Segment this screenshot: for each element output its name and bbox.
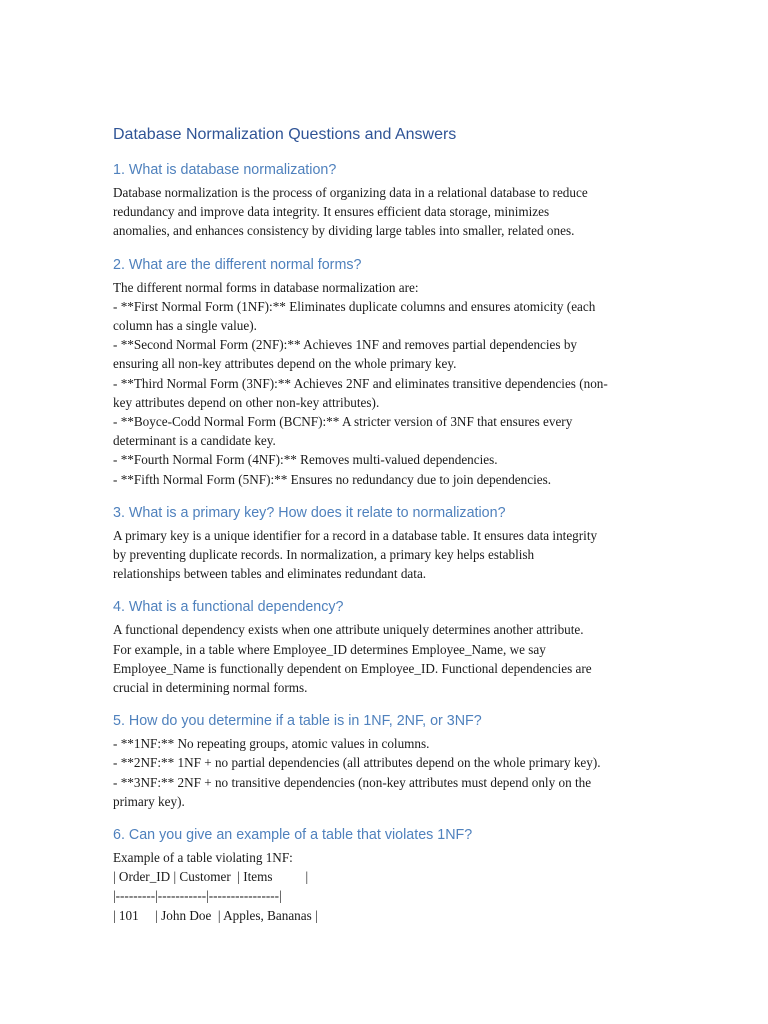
body-line: A functional dependency exists when one attribute uniquely determines another attribute. [113, 622, 584, 638]
body-line: determinant is a candidate key. [113, 433, 276, 449]
body-line: - **2NF:** 1NF + no partial dependencies (all attributes depend on the whole primary key). [113, 755, 601, 771]
table-text-line: |---------|-----------|----------------| [113, 888, 282, 904]
body-line: ensuring all non-key attributes depend on the whole primary key. [113, 356, 457, 372]
section-body [113, 278, 668, 489]
section-3 [113, 503, 668, 584]
body-line: Database normalization is the process of organizing data in a relational database to reduce [113, 185, 588, 200]
body-line: The different normal forms in database normalization are: [113, 279, 419, 295]
section-4 [113, 597, 668, 697]
body-line: - **Third Normal Form (3NF):** Achieves 2NF and eliminates transitive dependencies (non- [113, 375, 608, 391]
body-line: Employee_Name is functionally dependent on Employee_ID. Functional dependencies are [113, 660, 592, 676]
section-body [113, 526, 668, 584]
section-body [113, 848, 668, 925]
section-heading: 3. What is a primary key? How does it relate to normalization? [113, 504, 506, 521]
section-2 [113, 255, 668, 489]
section-heading: 1. What is database normalization? [113, 162, 337, 178]
section-heading: 2. What are the different normal forms? [113, 256, 362, 273]
section-5 [113, 711, 668, 811]
section-body [113, 183, 668, 241]
body-line: - **Second Normal Form (2NF):** Achieves 1NF and removes partial dependencies by [113, 337, 578, 353]
body-line: relationships between tables and eliminates redundant data. [113, 566, 427, 582]
body-line: Example of a table violating 1NF: [113, 850, 293, 866]
body-line: anomalies, and enhances consistency by dividing large tables into smaller, related ones. [113, 223, 575, 239]
table-text-line: | Order_ID | Customer | Items | [113, 869, 309, 885]
body-line: - **Fifth Normal Form (5NF):** Ensures no redundancy due to join dependencies. [113, 471, 552, 487]
section-heading: 4. What is a functional dependency? [113, 599, 344, 616]
body-line: redundancy and improve data integrity. It ensures efficient data storage, minimizes [113, 204, 550, 220]
body-line: A primary key is a unique identifier for a record in a database table. It ensures data integrity [113, 527, 598, 543]
body-line: - **Boyce-Codd Normal Form (BCNF):** A stricter version of 3NF that ensures every [113, 414, 573, 430]
body-line: crucial in determining normal forms. [113, 680, 308, 696]
section-heading: 5. How do you determine if a table is in 1NF, 2NF, or 3NF? [113, 713, 482, 730]
body-line: For example, in a table where Employee_ID determines Employee_Name, we say [113, 641, 546, 657]
section-heading: 6. Can you give an example of a table that violates 1NF? [113, 827, 473, 844]
document-title: Database Normalization Questions and Answers [113, 126, 457, 143]
body-line: - **3NF:** 2NF + no transitive dependencies (non-key attributes must depend only on the [113, 774, 592, 790]
body-line: primary key). [113, 793, 185, 809]
section-6 [113, 825, 668, 925]
section-1 [113, 160, 668, 241]
body-line: - **1NF:** No repeating groups, atomic values in columns. [113, 736, 430, 752]
body-line: by preventing duplicate records. In normalization, a primary key helps establish [113, 547, 535, 563]
table-text-line: | 101 | John Doe | Apples, Bananas | [113, 907, 318, 923]
body-line: column has a single value). [113, 318, 257, 334]
body-line: - **First Normal Form (1NF):** Eliminates duplicate columns and ensures atomicity (each [113, 298, 596, 314]
section-body [113, 734, 668, 811]
section-body [113, 620, 668, 697]
body-line: - **Fourth Normal Form (4NF):** Removes multi-valued dependencies. [113, 452, 498, 468]
body-line: key attributes depend on other non-key attributes). [113, 394, 380, 410]
